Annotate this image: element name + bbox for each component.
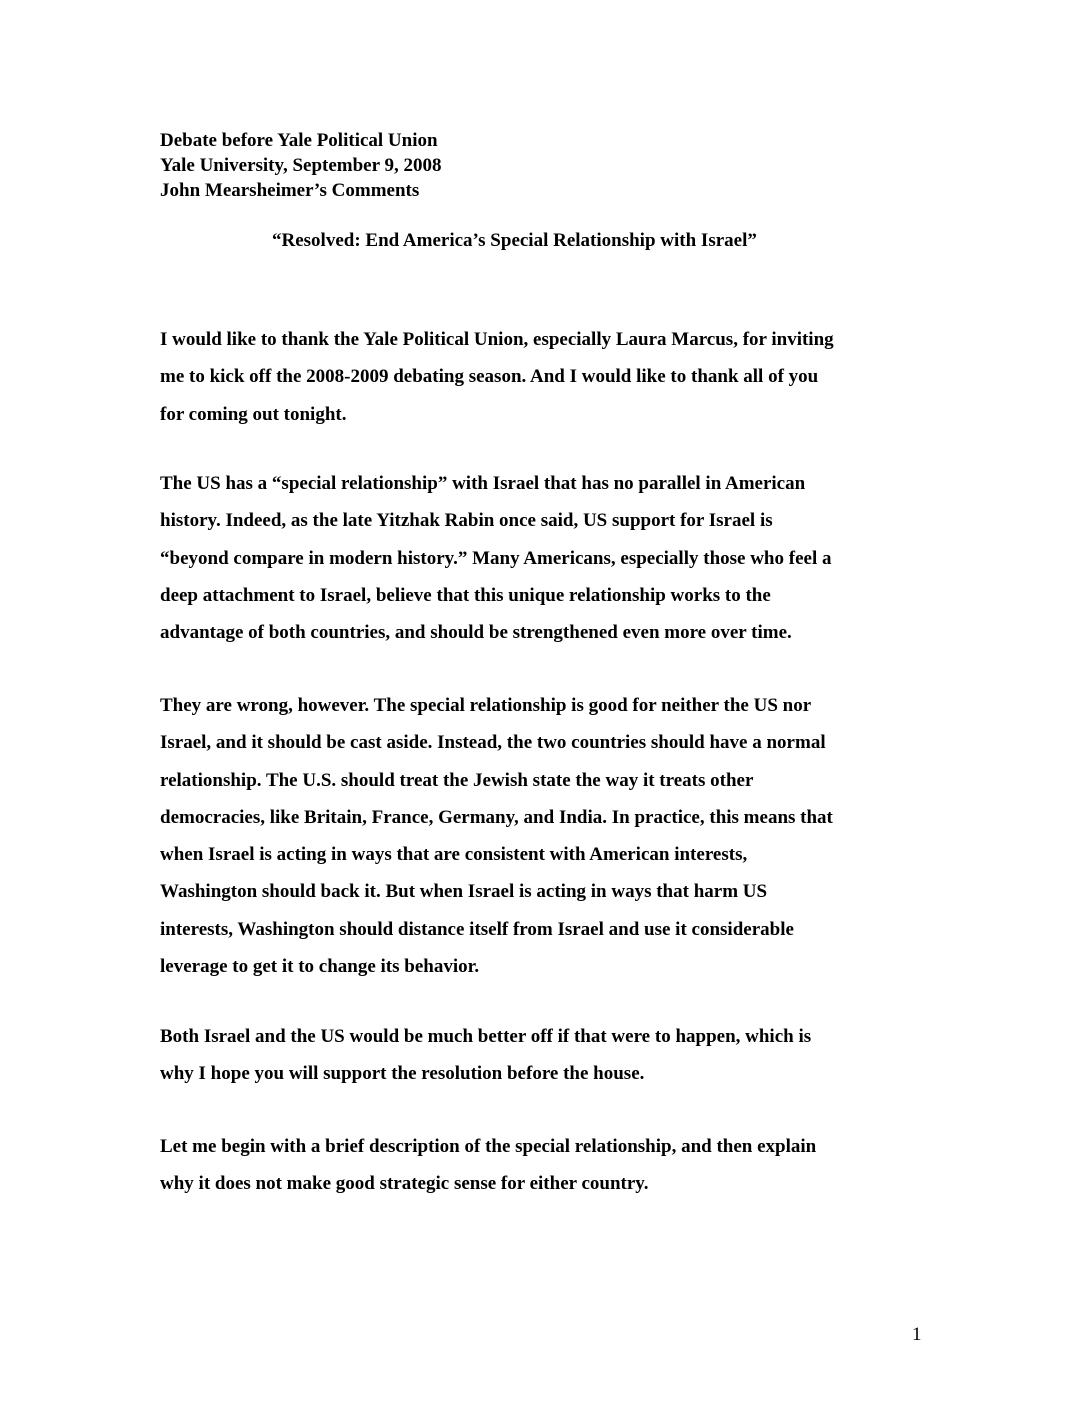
paragraph-line: when Israel is acting in ways that are consistent with American interests, — [160, 844, 748, 866]
paragraph-line: history. Indeed, as the late Yitzhak Rabin once said, US support for Israel is — [160, 510, 773, 532]
paragraph-line: me to kick off the 2008-2009 debating season. And I would like to thank all of you — [160, 366, 819, 388]
header-event-line: Debate before Yale Political Union — [160, 130, 438, 151]
paragraph-line: democracies, like Britain, France, Germany, and India. In practice, this means that — [160, 806, 833, 828]
paragraph-line: advantage of both countries, and should be strengthened even more over time. — [160, 622, 792, 644]
paragraph-thanks — [160, 321, 930, 433]
paragraph-line: I would like to thank the Yale Political Union, especially Laura Marcus, for inviting — [160, 329, 834, 350]
paragraph-line: Israel, and it should be cast aside. Instead, the two countries should have a normal — [160, 732, 826, 754]
paragraph-line: deep attachment to Israel, believe that this unique relationship works to the — [160, 584, 771, 606]
paragraph-both-better-off — [160, 1018, 930, 1093]
paragraph-line: Both Israel and the US would be much better off if that were to happen, which is — [160, 1026, 812, 1047]
paragraph-they-are-wrong — [160, 687, 930, 985]
paragraph-line: why it does not make good strategic sense for either country. — [160, 1173, 649, 1195]
paragraph-line: interests, Washington should distance itself from Israel and use it considerable — [160, 918, 794, 940]
paragraph-let-me-begin — [160, 1128, 930, 1203]
document-header — [160, 128, 441, 203]
paragraph-line: “beyond compare in modern history.” Many Americans, especially those who feel a — [160, 547, 832, 569]
page-number: 1 — [912, 1324, 922, 1345]
paragraph-line: relationship. The U.S. should treat the Jewish state the way it treats other — [160, 769, 754, 791]
paragraph-line: Let me begin with a brief description of the special relationship, and then explain — [160, 1136, 817, 1157]
header-author-line: John Mearsheimer’s Comments — [160, 180, 420, 201]
paragraph-line: They are wrong, however. The special relationship is good for neither the US nor — [160, 695, 812, 716]
paragraph-line: leverage to get it to change its behavior. — [160, 956, 480, 978]
paragraph-line: for coming out tonight. — [160, 403, 347, 425]
paragraph-line: why I hope you will support the resolution before the house. — [160, 1063, 645, 1085]
header-venue-date-line: Yale University, September 9, 2008 — [160, 155, 442, 176]
paragraph-special-relationship — [160, 465, 930, 651]
resolution-title: “Resolved: End America’s Special Relationship with Israel” — [272, 230, 757, 251]
paragraph-line: The US has a “special relationship” with Israel that has no parallel in American — [160, 473, 806, 494]
paragraph-line: Washington should back it. But when Israel is acting in ways that harm US — [160, 881, 768, 903]
